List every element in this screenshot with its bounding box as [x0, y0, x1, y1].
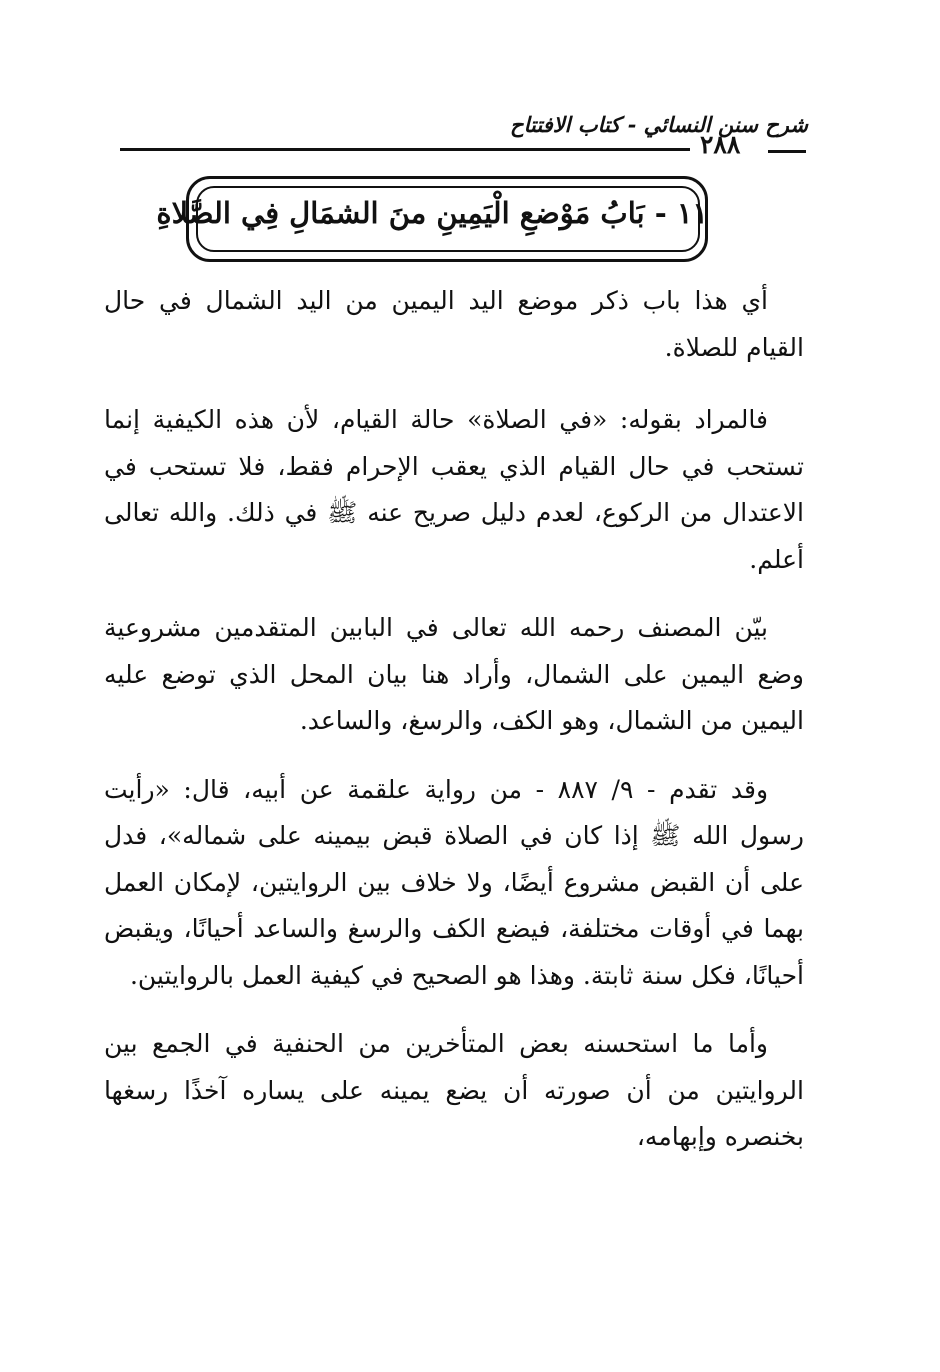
paragraph: وقد تقدم - ٩/ ٨٨٧ - من رواية علقمة عن أبيه، قال: «رأيت رسول الله ﷺ إذا كان في الصلاة قبض بيمينه على شماله»، فدل على أن القبض مشروع أيضًا، ولا خلاف بين الروايتين، لإمكان العمل بهما في أوقات مختلفة، فيضع الكف والرسغ والساعد أحيانًا، ويقبض أحيانًا، فكل سنة ثابتة. وهذا هو الصحيح في كيفية العمل بالروايتين.: [104, 774, 804, 990]
paragraph: بيّن المصنف رحمه الله تعالى في البابين المتقدمين مشروعية وضع اليمين على الشمال، وأراد هنا بيان المحل الذي توضع عليه اليمين من الشمال، وهو الكف، والرسغ، والساعد.: [104, 613, 804, 735]
chapter-heading-frame: [156, 176, 708, 264]
body-text: [104, 278, 804, 1183]
book-title: شرح سنن النسائي - كتاب الافتتاح: [510, 112, 808, 137]
header-rule: [120, 148, 690, 151]
page-number-dash: [768, 150, 806, 153]
paragraph: فالمراد بقوله: «في الصلاة» حالة القيام، لأن هذه الكيفية إنما تستحب في حال القيام الذي يعقب الإحرام فقط، فلا تستحب في الاعتدال من الركوع، لعدم دليل صريح عنه ﷺ في ذلك. والله تعالى أعلم.: [104, 405, 804, 574]
page-number: ٢٨٨: [700, 130, 741, 159]
chapter-title: ١١ - بَابُ مَوْضعِ الْيَمِينِ منَ الشمَالِ فِي الصَّلاةِ: [156, 196, 708, 230]
paragraph: أي هذا باب ذكر موضع اليد اليمين من اليد الشمال في حال القيام للصلاة.: [104, 286, 804, 362]
paragraph: وأما ما استحسنه بعض المتأخرين من الحنفية في الجمع بين الروايتين من أن صورته أن يضع يمينه على يساره آخذًا رسغها بخنصره وإبهامه،: [104, 1029, 804, 1151]
